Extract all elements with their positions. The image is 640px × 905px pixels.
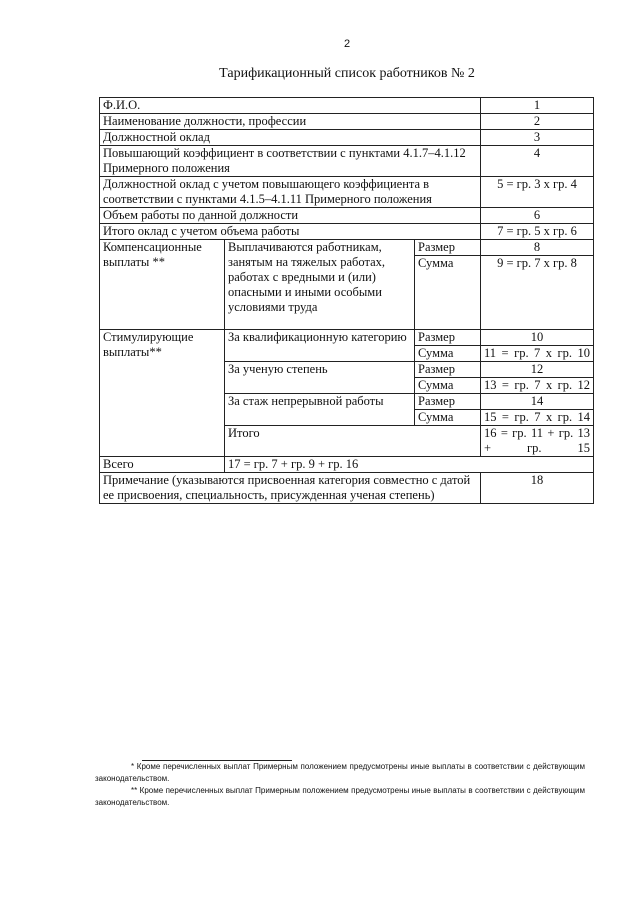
size-label: Размер	[415, 362, 481, 378]
table-row-all	[100, 457, 594, 473]
row-label: Наименование должности, профессии	[100, 114, 481, 130]
compensation-description: Выплачиваются работникам, занятым на тяжелых работах, работах с вредными и (или) опасными и иными особыми условиями труда	[225, 240, 415, 330]
table-row-volume	[100, 208, 594, 224]
column-number: 4	[481, 146, 594, 177]
row-label: Ф.И.О.	[100, 98, 481, 114]
column-number: 5 = гр. 3 х гр. 4	[481, 177, 594, 208]
column-number: 9 = гр. 7 х гр. 8	[481, 256, 594, 330]
table-row-salary	[100, 130, 594, 146]
column-number: 16 = гр. 11 + гр. 13 + гр. 15	[481, 426, 594, 457]
page-title: Тарификационный список работников № 2	[219, 66, 475, 81]
footnotes	[95, 760, 585, 809]
column-number: 18	[481, 473, 594, 504]
sum-label: Сумма	[415, 256, 481, 330]
column-number: 7 = гр. 5 х гр. 6	[481, 224, 594, 240]
experience-description: За стаж непрерывной работы	[225, 394, 415, 426]
table-row-position	[100, 114, 594, 130]
table-row-note	[100, 473, 594, 504]
column-number: 15 = гр. 7 х гр. 14	[481, 410, 594, 426]
table-row-salary-coefficient	[100, 177, 594, 208]
size-label: Размер	[415, 330, 481, 346]
column-number: 8	[481, 240, 594, 256]
sum-label: Сумма	[415, 378, 481, 394]
all-formula: 17 = гр. 7 + гр. 9 + гр. 16	[225, 457, 594, 473]
table-row-total-salary	[100, 224, 594, 240]
tariff-table	[99, 97, 594, 504]
degree-description: За ученую степень	[225, 362, 415, 394]
compensation-label: Компенсационные выплаты **	[100, 240, 225, 330]
footnote-2: ** Кроме перечисленных выплат Примерным положением предусмотрены иные выплаты в соответствии с действующим законодательством.	[95, 786, 585, 807]
page-number: 2	[343, 38, 351, 50]
row-label: Повышающий коэффициент в соответствии с пунктами 4.1.7–4.1.12 Примерного положения	[100, 146, 481, 177]
column-number: 2	[481, 114, 594, 130]
footnote-1: * Кроме перечисленных выплат Примерным положением предусмотрены иные выплаты в соответствии с действующим законодательством.	[95, 762, 585, 783]
sum-label: Сумма	[415, 410, 481, 426]
row-label: Должностной оклад с учетом повышающего коэффициента в соответствии с пунктами 4.1.5–4.1.11 Примерного положения	[100, 177, 481, 208]
qualification-description: За квалификационную категорию	[225, 330, 415, 362]
column-number: 10	[481, 330, 594, 346]
table-row-compensation-size	[100, 240, 594, 256]
column-number: 6	[481, 208, 594, 224]
sum-label: Сумма	[415, 346, 481, 362]
column-number: 3	[481, 130, 594, 146]
column-number: 14	[481, 394, 594, 410]
row-label: Всего	[100, 457, 225, 473]
size-label: Размер	[415, 394, 481, 410]
table-row-coefficient	[100, 146, 594, 177]
column-number: 1	[481, 98, 594, 114]
row-label: Объем работы по данной должности	[100, 208, 481, 224]
row-label: Итого оклад с учетом объема работы	[100, 224, 481, 240]
size-label: Размер	[415, 240, 481, 256]
stimulating-label: Стимулирующие выплаты**	[100, 330, 225, 457]
column-number: 12	[481, 362, 594, 378]
column-number: 13 = гр. 7 х гр. 12	[481, 378, 594, 394]
table-row-qualification-size	[100, 330, 594, 346]
column-number: 11 = гр. 7 х гр. 10	[481, 346, 594, 362]
table-row-fio	[100, 98, 594, 114]
row-label: Примечание (указываются присвоенная категория совместно с датой ее присвоения, специальность, присужденная ученая степень)	[100, 473, 481, 504]
stimulating-total-label: Итого	[225, 426, 481, 457]
row-label: Должностной оклад	[100, 130, 481, 146]
